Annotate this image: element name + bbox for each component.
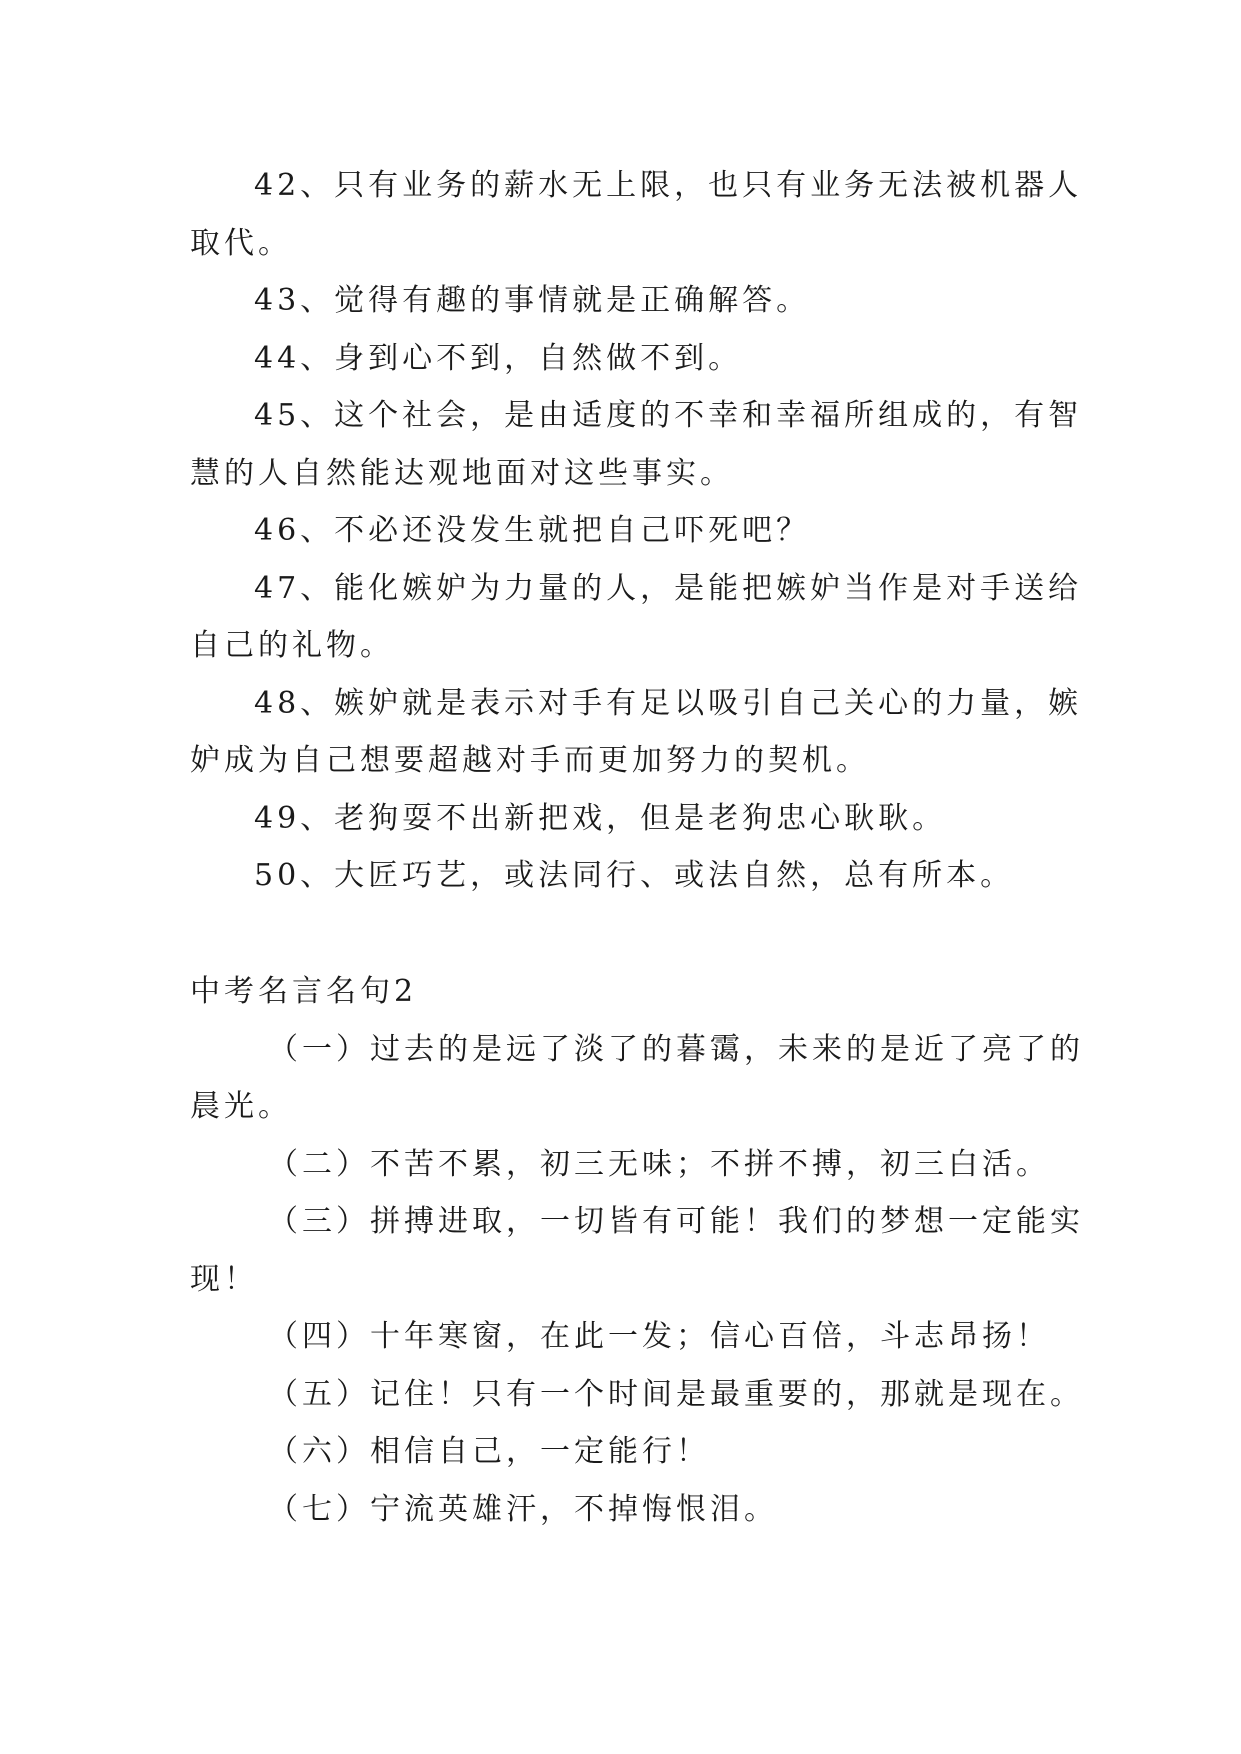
quote-7: （七）宁流英雄汗，不掉悔恨泪。 xyxy=(268,1492,778,1527)
quote-50: 50、大匠巧艺，或法同行、或法自然，总有所本。 xyxy=(254,858,1015,893)
quote-3-line-2: 现！ xyxy=(190,1262,258,1297)
quote-1-line-2: 晨光。 xyxy=(190,1089,292,1124)
quote-47-line-1: 47、能化嫉妒为力量的人，是能把嫉妒当作是对手送给 xyxy=(254,571,1083,606)
section-heading: 中考名言名句2 xyxy=(190,974,418,1009)
quote-1-line-1: （一）过去的是远了淡了的暮霭，未来的是近了亮了的 xyxy=(268,1032,1084,1067)
quote-43: 43、觉得有趣的事情就是正确解答。 xyxy=(254,283,811,318)
quote-44: 44、身到心不到，自然做不到。 xyxy=(254,341,743,376)
quote-42-line-2: 取代。 xyxy=(190,226,292,261)
quote-5: （五）记住！只有一个时间是最重要的，那就是现在。 xyxy=(268,1377,1084,1412)
quote-45-line-1: 45、这个社会，是由适度的不幸和幸福所组成的，有智 xyxy=(254,398,1083,433)
quote-48-line-1: 48、嫉妒就是表示对手有足以吸引自己关心的力量，嫉 xyxy=(254,686,1083,721)
quote-49: 49、老狗耍不出新把戏，但是老狗忠心耿耿。 xyxy=(254,801,947,836)
quote-47-line-2: 自己的礼物。 xyxy=(190,628,394,663)
quote-2: （二）不苦不累，初三无味；不拼不搏，初三白活。 xyxy=(268,1147,1050,1182)
quote-48-line-2: 妒成为自己想要超越对手而更加努力的契机。 xyxy=(190,743,870,778)
quote-3-line-1: （三）拼搏进取，一切皆有可能！我们的梦想一定能实 xyxy=(268,1204,1084,1239)
quote-46: 46、不必还没发生就把自己吓死吧？ xyxy=(254,513,811,548)
quote-45-line-2: 慧的人自然能达观地面对这些事实。 xyxy=(190,456,734,491)
quote-4: （四）十年寒窗，在此一发；信心百倍，斗志昂扬！ xyxy=(268,1319,1050,1354)
quote-42-line-1: 42、只有业务的薪水无上限，也只有业务无法被机器人 xyxy=(254,168,1083,203)
quote-6: （六）相信自己，一定能行！ xyxy=(268,1434,710,1469)
